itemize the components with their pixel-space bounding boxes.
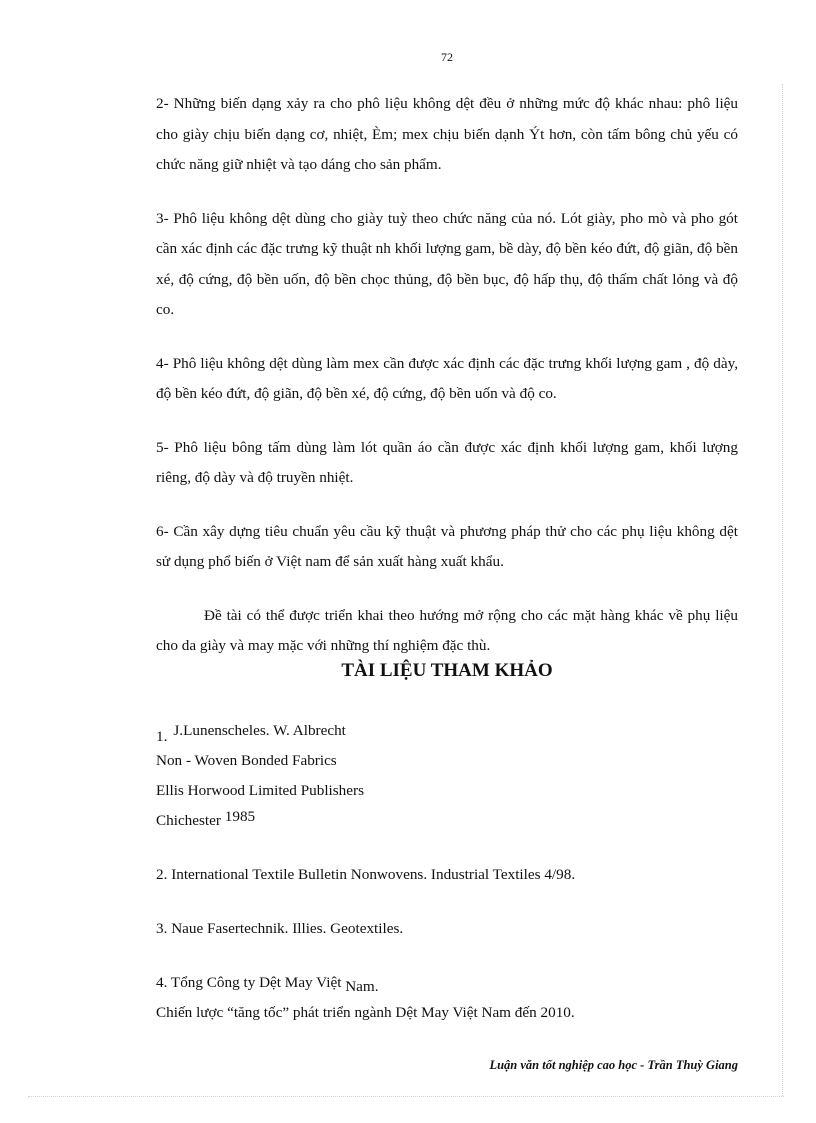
reference-text: 2. International Textile Bulletin Nonwovens. Industrial Textiles 4/98. (156, 866, 576, 883)
page-bottom-border (28, 1096, 784, 1097)
references-heading: TÀI LIỆU THAM KHẢO (341, 660, 553, 681)
paragraph-conclusion-4: 4- Phô liệu không dệt dùng làm mex cần được xác định các đặc trưng khối lượng gam , độ dày, độ bền kéo đứt, độ giãn, độ bền xé, độ cứng, độ bền uốn và độ co. (156, 354, 738, 402)
reference-title: Chiến lược “tăng tốc” phát triển ngành Dệt May Việt Nam đến 2010. (156, 1004, 575, 1021)
body-text (156, 89, 738, 670)
reference-publisher-tail: Nam. (345, 978, 379, 995)
reference-item-2 (156, 860, 738, 890)
paragraph-conclusion-6: 6- Cần xây dựng tiêu chuẩn yêu cầu kỹ thuật và phương pháp thử cho các phụ liệu không dệt sử dụng phổ biến ở Việt nam để sản xuất hàng xuất khẩu. (156, 522, 738, 570)
reference-list (156, 716, 738, 1052)
reference-text: 3. Naue Fasertechnik. Illies. Geotextiles. (156, 920, 404, 937)
reference-number: 1. (156, 728, 168, 745)
reference-title: Non - Woven Bonded Fabrics (156, 752, 337, 769)
page-number: 72 (441, 50, 453, 64)
reference-year: 1985 (224, 808, 256, 825)
paragraph-conclusion-3: 3- Phô liệu không dệt dùng cho giày tuỳ theo chức năng của nó. Lót giày, pho mò và pho gót cần xác định các đặc trưng kỹ thuật nh khối lượng gam, bề dày, độ bền kéo đứt, độ giãn, độ bền xé, độ cứng, độ bền uốn, độ bền chọc thủng, độ bền bục, độ hấp thụ, độ thấm chất lỏng và độ co. (156, 209, 738, 318)
reference-item-3 (156, 914, 738, 944)
page-footer: Luận văn tốt nghiệp cao học - Trần Thuỳ Giang (489, 1058, 738, 1072)
reference-item-1 (156, 716, 738, 836)
paragraph-conclusion-2: 2- Những biến dạng xảy ra cho phô liệu không dệt đều ở những mức độ khác nhau: phô liệu cho giày chịu biến dạng cơ, nhiệt, Èm; mex chịu biến dạnh Ýt hơn, còn tấm bông chủ yếu có chức năng giữ nhiệt và tạo dáng cho sản phẩm. (156, 95, 738, 173)
reference-publisher: 4. Tổng Công ty Dệt May Việt (156, 974, 342, 991)
page-right-border (782, 84, 783, 1096)
paragraph-conclusion-5: 5- Phô liệu bông tấm dùng làm lót quần áo cần được xác định khối lượng gam, khối lượng riêng, độ dày và độ truyền nhiệt. (156, 438, 738, 486)
paragraph-outlook: Đề tài có thể được triển khai theo hướng mở rộng cho các mặt hàng khác về phụ liệu cho da giày và may mặc với những thí nghiệm đặc thù. (156, 606, 738, 654)
reference-authors: J.Lunenscheles. W. Albrecht (173, 722, 346, 739)
reference-item-4 (156, 968, 738, 1028)
reference-publisher: Ellis Horwood Limited Publishers (156, 782, 364, 799)
reference-place: Chichester (156, 812, 221, 829)
